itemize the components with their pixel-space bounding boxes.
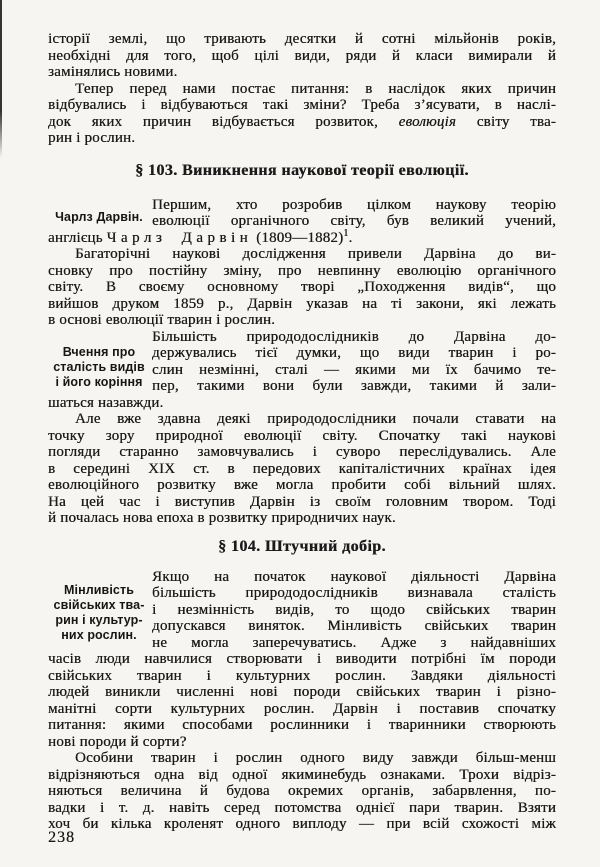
text-run: англієць (48, 229, 107, 246)
paragraph-with-margin-note (48, 197, 556, 247)
footnote-marker: 1 (343, 227, 349, 239)
text-line: в середині XIX ст. в передових капіталістичних країнах ідея (48, 460, 556, 477)
margin-note-line: рин і культур- (55, 612, 143, 627)
text-line: замінялись новими. (48, 64, 178, 80)
text-line: нові породи й сорти? (48, 733, 187, 750)
text-line: світу. В своєму основному творі „Походження видів“, що (48, 279, 556, 295)
margin-note (50, 345, 148, 390)
text-line: еволюційного розвитку вже могла пробити собі вільний шлях. (48, 477, 556, 493)
text-line: Першим, хто розробив цілком наукову теорію (152, 196, 556, 213)
paragraph (48, 31, 556, 81)
text-line (48, 114, 556, 131)
text-line: не могла заперечуватись. Адже з найдавніших (152, 634, 556, 651)
text-line: відбувались і відбуваються такі зміни? Треба з’ясувати, в наслі- (48, 97, 556, 113)
text-line: сновку про постійну зміну, про невпинну еволюцію органічного (48, 262, 556, 279)
text-line: Якщо на початок наукової діяльності Дарвіна (152, 568, 556, 585)
margin-note-line: свійських тва- (53, 597, 145, 612)
paragraph (48, 411, 556, 527)
text-line: держувались тієї думки, що види тварин і ро- (152, 345, 556, 361)
text-line: шаться назавжди. (48, 394, 164, 411)
text-line: пер, такими вони були завжди, такими й зали- (152, 378, 556, 394)
text-line: погляди старанно замовчувались і суворо переслідувались. Але (48, 444, 556, 460)
margin-note (50, 583, 148, 643)
text-line: Більшість природодослідників до Дарвіна до- (152, 328, 556, 345)
text-line: Але вже здавна деякі природодослідники почали ставати на (75, 411, 556, 427)
text-line: Багаторічні наукові дослідження привели Дарвіна до ви- (75, 246, 556, 262)
text-line: няються величина й будова окремих органів, забарвлення, по- (48, 783, 556, 799)
text-run: док яких причин відбувається розвиток, (48, 113, 399, 130)
section-heading: § 104. Штучний добір. (218, 537, 386, 555)
text-line: Особини тварин і рослин одного виду завжди більш-менш (75, 750, 556, 766)
text-line: Тепер перед нами постає питання: в наслідок яких причин (75, 80, 556, 97)
text-line: більшість природодослідників визнавала сталість (152, 585, 556, 601)
page-number: 238 (48, 829, 75, 846)
text-line: точку зору природної еволюції світу. Спочатку такі наукові (48, 427, 556, 444)
text-line: в основі еволюції тварин і рослин. (48, 312, 276, 328)
text-line: допускався виняток. Мінливість свійських тварин (152, 618, 556, 634)
text-column (48, 31, 556, 833)
margin-note-line: і його коріння (55, 374, 143, 389)
text-line: На цей час і виступив Дарвін із своїм головним твором. Тоді (48, 493, 556, 510)
paragraph (48, 81, 556, 147)
text-line: манітні сорти культурних рослин. Дарвін і поставив спочатку (48, 700, 556, 717)
section-heading: § 103. Виникнення наукової теорії еволюції. (135, 161, 469, 179)
paragraph (48, 246, 556, 329)
margin-note-line: Вчення про (62, 344, 136, 359)
paragraph-with-margin-note (48, 329, 556, 412)
scan-artifact-line (0, 0, 2, 158)
margin-note-line: Чарлз Дарвін. (55, 209, 143, 224)
margin-note-line: них рослин. (61, 627, 137, 642)
text-line: хоч би кілька кроленят одного виплоду — при всій схожості між (48, 816, 556, 832)
text-line: рин і рослин. (48, 130, 136, 146)
text-line: вийшов друком 1859 р., Дарвін указав на ті закони, які лежать (48, 295, 556, 312)
text-line (48, 227, 556, 247)
text-line: слин незмінні, сталі — якими ми їх бачимо те- (152, 361, 556, 378)
text-run: світу тва- (456, 113, 556, 130)
paragraph (48, 750, 556, 833)
margin-note-line: сталість видів (53, 359, 145, 374)
text-run: (1809—1882) (252, 229, 344, 246)
text-line: відрізняються одна від одної якиминебудь ознаками. Трохи відріз- (48, 766, 556, 783)
text-run: . (348, 229, 353, 246)
text-line: й почалась нова епоха в розвитку природничих наук. (48, 510, 396, 526)
paragraph-with-margin-note (48, 569, 556, 751)
text-line: еволюції органічного світу, був великий учений, (152, 213, 556, 229)
emphasized-term: еволюція (398, 113, 457, 130)
text-line: необхідні для того, щоб цілі види, ряди й класи вимирали й (48, 47, 556, 64)
text-line: питання: якими способами рослинники і тваринники створюють (48, 717, 556, 733)
text-line: і незмінність видів, то щодо свійських тварин (152, 601, 556, 618)
text-line: людей виникли численні нові породи свійських тварин і різно- (48, 684, 556, 700)
letterspaced-name: Чарлз Дарвін (106, 229, 253, 246)
text-line: свійських тварин і культурних рослин. Завдяки діяльності (48, 667, 556, 684)
text-line: часів люди навчилися створювати і виводити потрібні їм породи (48, 651, 556, 667)
margin-note-line: Мінливість (64, 582, 134, 597)
margin-note (50, 210, 148, 225)
text-line: історії землі, що тривають десятки й сотні мільйонів років, (48, 31, 556, 47)
text-line: вадки і т. д. навіть серед потомства однієї пари тварин. Взяти (48, 799, 556, 816)
